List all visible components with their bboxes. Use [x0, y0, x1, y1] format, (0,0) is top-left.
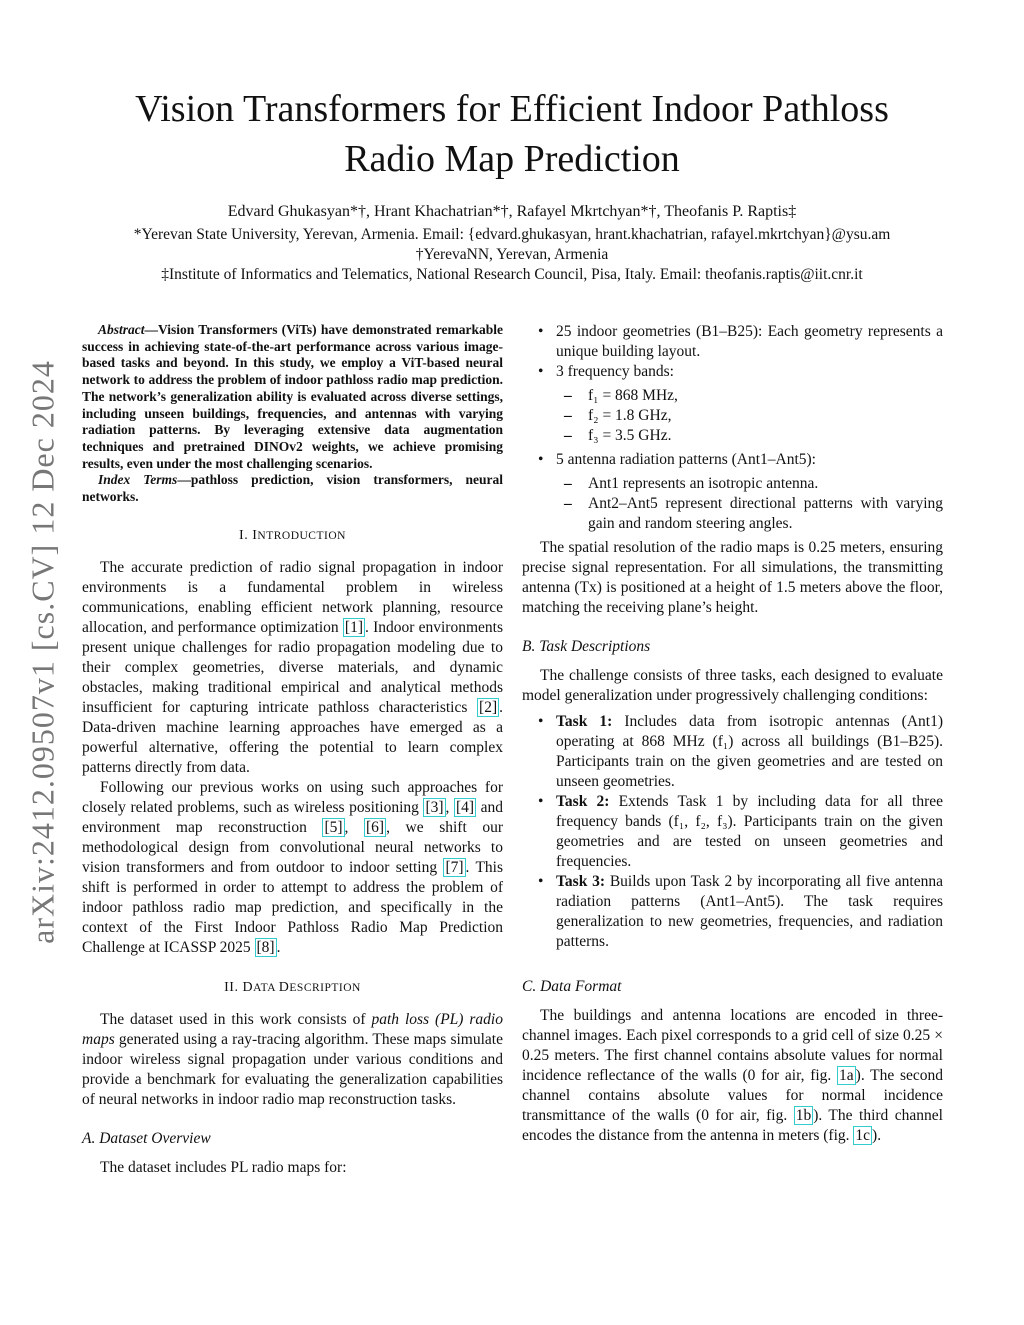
text-run: . Indoor environments present unique challenges for radio propagation modeling due to their complex geometries, diverse materials, and dynamic obstacles, making traditional empirical and analytical methods insufficient for capturing intricate pathloss characteristics [82, 618, 503, 716]
intro-paragraph-1 [82, 558, 503, 778]
list-item: – f₁ = 868 MHz, [556, 386, 943, 406]
section-initial: I [252, 527, 258, 543]
text-run: , [445, 798, 454, 816]
title-line-2: Radio Map Prediction [344, 138, 680, 180]
text-run: ). The third channel encodes the distance from the antenna in meters (fig. [522, 1107, 943, 1144]
task-label: Task 3: [556, 873, 606, 890]
text-run: , we shift our methodological design from convolutional neural networks to vision transformers and from outdoor to indoor setting [82, 818, 503, 876]
task-label: Task 2: [556, 793, 610, 810]
text-run: The buildings and antenna locations are encoded in three-channel images. Each pixel corresponds to a grid cell of size 0.25 × 0.25 meters. The first channel contains absolute values for normal incidence reflectance of the walls (0 for air, fig. [522, 1007, 943, 1084]
dataset-bullet-list [522, 322, 943, 534]
index-terms-label: Index Terms [98, 472, 178, 488]
list-item: • 25 indoor geometries (B1–B25): Each geometry represents a unique building layout. [522, 322, 943, 362]
subsection-heading-data-format: C. Data Format [522, 978, 622, 995]
arxiv-identifier: arXiv:2412.09507v1 [cs.CV] 12 Dec 2024 [24, 360, 61, 944]
citation-link[interactable]: [7] [445, 858, 464, 876]
list-item [522, 362, 943, 446]
section-rest: NTRODUCTION [257, 529, 346, 542]
text-run: and environment map reconstruction [82, 798, 503, 836]
figure-link[interactable]: 1c [855, 1127, 871, 1144]
list-item: – Ant1 represents an isotropic antenna. [556, 474, 943, 494]
antenna-list [556, 474, 943, 534]
section-initial: D [242, 979, 254, 995]
section-heading-data-description [82, 980, 503, 996]
subsection-heading-task-descriptions: B. Task Descriptions [522, 638, 651, 655]
text-run: ). [872, 1127, 882, 1144]
list-item-text: 5 antenna radiation patterns (Ant1–Ant5): [556, 451, 816, 468]
affiliation-3: ‡Institute of Informatics and Telematics, National Research Council, Pisa, Italy. Email: theofanis.raptis@iit.cnr.it [161, 266, 863, 283]
abstract-text: —Vision Transformers (ViTs) have demonstrated remarkable success in achieving state-of-the-art performance across various image-based tasks and beyond. In this study, we employ a ViT-based neural network to address the problem of indoor pathloss radio map prediction. The network’s generalization ability is evaluated across diverse settings, including unseen buildings, frequencies, and antennas with varying radiation patterns. By leveraging extensive data augmentation techniques and pretrained DINOv2 weights, we achieve promising results, even under the most challenging scenarios. [82, 322, 503, 471]
text-run: . This shift is performed in order to attempt to address the problem of indoor pathloss radio map prediction, and specifically in the context of the First Indoor Pathloss Radio Map Prediction Challenge at ICASSP 2025 [82, 858, 503, 956]
citation-link[interactable]: [8] [256, 938, 275, 956]
subsection-heading-dataset-overview: A. Dataset Overview [82, 1129, 211, 1147]
task-label: Task 1: [556, 713, 613, 730]
list-item: – f₃ = 3.5 GHz. [556, 426, 943, 446]
affiliation-1: *Yerevan State University, Yerevan, Armenia. Email: {edvard.ghukasyan, hrant.khachatrian, rafayel.mkrtchyan}@ysu.am [133, 226, 891, 243]
emphasis-text: path loss (PL) radio maps [82, 1010, 503, 1048]
text-run: ). The second channel contains absolute values for normal incidence transmittance of the walls (0 for air, fig. [522, 1067, 943, 1124]
list-item [522, 712, 943, 792]
data-paragraph-1 [82, 1010, 503, 1110]
list-item: – Ant2–Ant5 represent directional patterns with varying gain and random steering angles. [556, 494, 943, 534]
text-run: The accurate prediction of radio signal propagation in indoor environments is a fundamental problem in wireless communications, enabling efficient network planning, resource allocation, and performance optimization [82, 558, 503, 636]
list-item-text: 3 frequency bands: [556, 363, 674, 380]
list-item [522, 872, 943, 952]
frequency-list [556, 386, 943, 446]
text-run: . Data-driven machine learning approaches have emerged as a powerful alternative, offering the potential to learn complex patterns directly from data. [82, 698, 503, 776]
section-number: II. [224, 979, 243, 995]
right-column [522, 322, 943, 1146]
citation-link[interactable]: [2] [479, 698, 498, 716]
text-run: Following our previous works on using such approaches for closely related problems, such as wireless positioning [82, 778, 503, 816]
section-rest: ESCRIPTION [289, 981, 361, 994]
index-terms [82, 472, 503, 505]
citation-link[interactable]: [3] [425, 798, 444, 816]
task-text: Extends Task 1 by including data for all three frequency bands (f₁, f₂, f₃). Participants train on the given geometries and are tested on unseen geometries and frequencies. [556, 793, 943, 870]
section-rest: ATA [253, 981, 279, 994]
index-terms-text: —pathloss prediction, vision transformers, neural networks. [82, 472, 503, 505]
figure-link[interactable]: 1a [839, 1067, 854, 1084]
figure-link[interactable]: 1b [795, 1107, 812, 1124]
intro-paragraph-2 [82, 778, 503, 958]
section-number: I. [239, 527, 253, 543]
citation-link[interactable]: [6] [366, 818, 385, 836]
section-initial: D [278, 979, 290, 995]
citation-link[interactable]: [4] [455, 798, 475, 816]
abstract-label: Abstract [98, 322, 145, 337]
list-item: – f₂ = 1.8 GHz, [556, 406, 943, 426]
author-list: Edvard Ghukasyan*†, Hrant Khachatrian*†, Rafayel Mkrtchyan*†, Theofanis P. Raptis‡ [227, 203, 797, 220]
title-line-1: Vision Transformers for Efficient Indoor Pathloss [135, 88, 889, 130]
resolution-paragraph: The spatial resolution of the radio maps is 0.25 meters, ensuring precise signal representation. For all simulations, the transmitting antenna (Tx) is positioned at a height of 1.5 meters above the floor, matching the receiving plane’s height. [522, 539, 943, 616]
affiliation-2: †YerevaNN, Yerevan, Armenia [415, 246, 609, 263]
abstract [82, 322, 503, 472]
dataset-overview-text: The dataset includes PL radio maps for: [100, 1158, 347, 1176]
task-intro-paragraph: The challenge consists of three tasks, each designed to evaluate model generalization under progressively challenging conditions: [522, 667, 943, 704]
data-format-paragraph [522, 1006, 943, 1146]
citation-link[interactable]: [5] [324, 818, 343, 836]
text-run: The dataset used in this work consists of [100, 1010, 372, 1028]
section-heading-introduction [82, 528, 503, 544]
list-item [522, 792, 943, 872]
task-list [522, 712, 943, 952]
text-run: generated using a ray-tracing algorithm. These maps simulate indoor wireless signal propagation under various conditions and provide a benchmark for evaluating the generalization capabilities of neural networks in indoor radio map reconstruction tasks. [82, 1030, 503, 1108]
left-column [82, 322, 503, 1178]
paper-title [0, 84, 1024, 184]
text-run: . [276, 938, 281, 956]
text-run: , [344, 818, 364, 836]
task-text: Includes data from isotropic antennas (Ant1) operating at 868 MHz (f₁) across all buildings (B1–B25). Participants train on the given geometries and are tested on unseen geometries. [556, 713, 944, 790]
task-text: Builds upon Task 2 by incorporating all five antenna radiation patterns (Ant1–Ant5). The task requires generalization to new geometries, frequencies, and radiation patterns. [556, 873, 943, 950]
citation-link[interactable]: [1] [344, 618, 363, 636]
list-item [522, 450, 943, 534]
